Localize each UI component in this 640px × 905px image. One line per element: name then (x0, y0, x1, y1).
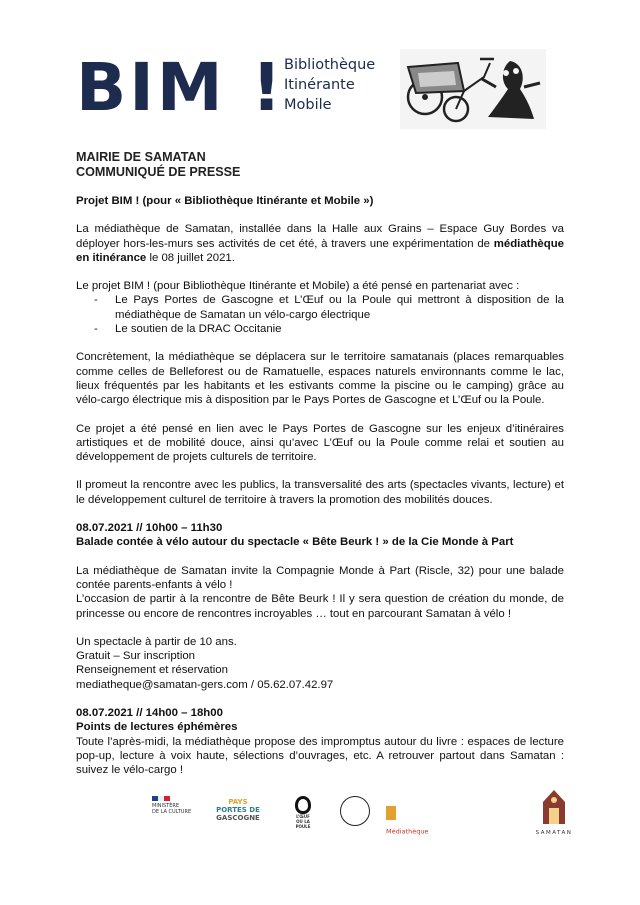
mediatheque-logo: Médiathèque (386, 802, 442, 840)
paragraph: Il promeut la rencontre avec les publics, la transversalité des arts (spectacles vivants, lecture) et le développement culturel de territoire à travers la promotion des mobilités douces. (76, 479, 564, 506)
press-release (76, 150, 564, 778)
event-title: Balade contée à vélo autour du spectacle « Bête Beurk ! » de la Cie Monde à Part (76, 536, 514, 549)
logo-word: Bibliothèque (284, 57, 376, 73)
pays-portes-gascogne-logo: PAYS PORTES DE GASCOGNE (216, 798, 260, 822)
partners-lead: Le projet BIM ! (pour Bibliothèque Itinérante et Mobile) a été pensé en partenariat avec : (76, 280, 520, 293)
bim-logo-words (284, 55, 375, 115)
event-description: L’occasion de partir à la rencontre de Bête Beurk ! Il y sera question de création du monde, de princesse ou encore de rencontres incroyables … tout en parcourant Samatan à vélo ! (76, 593, 564, 620)
partner-logos (146, 788, 586, 848)
oeuf-ou-la-poule-logo: L’ŒUF OU LA POULE (290, 796, 316, 829)
samatan-logo: SAMATAN (532, 788, 576, 836)
logo-word: Mobile (284, 97, 332, 113)
event-datetime: 08.07.2021 // 10h00 – 11h30 (76, 522, 223, 535)
page-title-line: COMMUNIQUÉ DE PRESSE (76, 165, 241, 179)
logo-word: Itinérante (284, 77, 355, 93)
event-description: Toute l’après-midi, la médiathèque propose des impromptus autour du livre : espaces de lecture pop-up, lecture à voix haute, sélections d’ouvrages, etc. A retrouver partout dans Samatan : suivez le vélo-cargo ! (76, 735, 564, 777)
contact-info: mediatheque@samatan-gers.com / 05.62.07.42.97 (76, 678, 334, 691)
list-item: - Le Pays Portes de Gascogne et L’Œuf ou la Poule qui mettront à disposition de la médiathèque de Samatan un vélo-cargo électrique (94, 293, 564, 322)
page-title-line: MAIRIE DE SAMATAN (76, 150, 206, 164)
project-title: Projet BIM ! (pour « Bibliothèque Itinérante et Mobile ») (76, 195, 374, 207)
event-description: La médiathèque de Samatan invite la Compagnie Monde à Part (Riscle, 32) pour une balade contée parents-enfants à vélo ! (76, 564, 564, 591)
paragraph: Concrètement, la médiathèque se déplacera sur le territoire samatanais (places remarquables comme celles de Belleforest ou de Ramatuelle, espaces naturels environnants comme le lac, lieux fréquentés par les habitants et les estivants comme la piscine ou le camping) grâce au vélo-cargo électrique mis à disposition par le Pays Portes de Gascogne et L’Œuf ou la Poule. (76, 351, 564, 407)
list-item: - Le soutien de la DRAC Occitanie (94, 322, 564, 336)
event-info: Renseignement et réservation (76, 664, 228, 677)
cargo-bike-illustration (398, 47, 548, 131)
event-info: Gratuit – Sur inscription (76, 650, 196, 663)
bim-logo: BIM ! (76, 49, 285, 126)
intro-paragraph: La médiathèque de Samatan, installée dans la Halle aux Grains – Espace Guy Bordes va déployer hors-les-murs ses activités de cet été, à travers une expérimentation de médiathèque en itinérance le 08 juillet 2021. (76, 223, 564, 264)
event-info: Un spectacle à partir de 10 ans. (76, 635, 237, 648)
header (76, 50, 566, 135)
ministry-logo: MINISTÈRE DE LA CULTURE (152, 796, 194, 815)
event-title: Points de lectures éphémères (76, 721, 238, 734)
partners-list (94, 293, 564, 336)
event-datetime: 08.07.2021 // 14h00 – 18h00 (76, 707, 223, 720)
drac-occitanie-logo (340, 796, 370, 826)
paragraph: Ce projet a été pensé en lien avec le Pays Portes de Gascogne sur les enjeux d’itinéraires artistiques et de mobilité douce, ainsi qu’avec L’Œuf ou la Poule comme relai et soutien au développement de projets culturels de territoire. (76, 422, 564, 464)
